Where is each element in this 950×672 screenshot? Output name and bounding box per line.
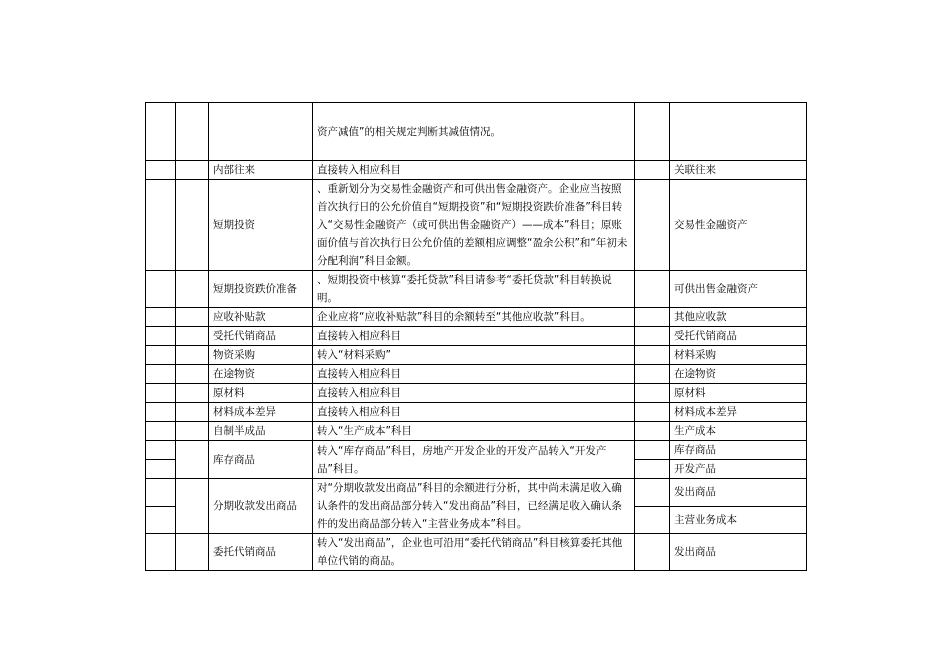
conversion-description: 、短期投资中核算“委托贷款”科目请参考“委托贷款”科目转换说明。 xyxy=(313,271,635,308)
blank-cell xyxy=(146,460,176,479)
blank-cell xyxy=(146,422,176,441)
table-row xyxy=(146,534,807,571)
blank-cell xyxy=(146,441,176,460)
blank-cell xyxy=(635,346,670,365)
table-row xyxy=(146,403,807,422)
conversion-description: 直接转入相应科目 xyxy=(313,161,635,180)
target-account: 发出商品 xyxy=(670,534,807,571)
blank-cell xyxy=(635,271,670,308)
blank-cell xyxy=(146,327,176,346)
target-account: 受托代销商品 xyxy=(670,327,807,346)
blank-cell xyxy=(635,161,670,180)
table-row xyxy=(146,346,807,365)
blank-cell xyxy=(635,479,670,507)
conversion-description: 、重新划分为交易性金融资产和可供出售金融资产。企业应当按照首次执行日的公允价值自“短期投资”和“短期投资跌价准备”科目转入“交易性金融资产（或可供出售金融资产）——成本”科目；原账面价值与首次执行日公允价值的差额相应调整“盈余公积”和“年初未分配利润”科目金额。 xyxy=(313,180,635,271)
blank-cell xyxy=(635,460,670,479)
blank-cell xyxy=(146,308,176,327)
blank-cell xyxy=(176,327,209,346)
blank-cell xyxy=(635,365,670,384)
account-name: 受托代销商品 xyxy=(209,327,313,346)
account-name: 在途物资 xyxy=(209,365,313,384)
blank-cell xyxy=(635,180,670,271)
blank-cell xyxy=(146,506,176,534)
blank-cell xyxy=(146,346,176,365)
conversion-description: 资产减值”的相关规定判断其减值情况。 xyxy=(313,103,635,161)
conversion-description: 转入“生产成本”科目 xyxy=(313,422,635,441)
blank-cell xyxy=(635,422,670,441)
target-account: 生产成本 xyxy=(670,422,807,441)
conversion-description: 转入“材料采购” xyxy=(313,346,635,365)
table-row xyxy=(146,422,807,441)
blank-cell xyxy=(176,422,209,441)
conversion-description: 企业应将“应收补贴款”科目的余额转至“其他应收款”科目。 xyxy=(313,308,635,327)
conversion-description: 转入“库存商品”科目，房地产开发企业的开发产品转入“开发产品”科目。 xyxy=(313,441,635,479)
blank-cell xyxy=(176,365,209,384)
blank-cell xyxy=(635,534,670,571)
account-name: 短期投资跌价准备 xyxy=(209,271,313,308)
blank-cell xyxy=(146,534,176,571)
account-name: 内部往来 xyxy=(209,161,313,180)
blank-cell xyxy=(176,161,209,180)
table-row xyxy=(146,441,807,460)
conversion-description: 直接转入相应科目 xyxy=(313,403,635,422)
table-row xyxy=(146,479,807,507)
target-account: 可供出售金融资产 xyxy=(670,271,807,308)
target-account: 其他应收款 xyxy=(670,308,807,327)
target-account: 关联往来 xyxy=(670,161,807,180)
table-row xyxy=(146,103,807,161)
conversion-description: 转入“发出商品”，企业也可沿用“委托代销商品”科目核算委托其他单位代销的商品。 xyxy=(313,534,635,571)
blank-cell xyxy=(176,346,209,365)
blank-cell xyxy=(635,403,670,422)
table-row xyxy=(146,308,807,327)
blank-cell xyxy=(146,365,176,384)
conversion-description: 直接转入相应科目 xyxy=(313,384,635,403)
blank-cell xyxy=(176,180,209,271)
blank-cell xyxy=(635,384,670,403)
blank-cell xyxy=(635,103,670,161)
target-account: 材料采购 xyxy=(670,346,807,365)
target-account: 在途物资 xyxy=(670,365,807,384)
blank-cell xyxy=(176,479,209,534)
target-account: 库存商品 xyxy=(670,441,807,460)
account-conversion-table xyxy=(145,102,807,571)
conversion-description: 对“分期收款发出商品”科目的余额进行分析，其中尚未满足收入确认条件的发出商品部分转入“发出商品”科目，已经满足收入确认条件的发出商品部分转入“主营业务成本”科目。 xyxy=(313,479,635,534)
target-account: 交易性金融资产 xyxy=(670,180,807,271)
account-name: 材料成本差异 xyxy=(209,403,313,422)
blank-cell xyxy=(176,384,209,403)
target-account: 材料成本差异 xyxy=(670,403,807,422)
account-name: 库存商品 xyxy=(209,441,313,479)
account-name: 委托代销商品 xyxy=(209,534,313,571)
blank-cell xyxy=(176,103,209,161)
blank-cell xyxy=(176,271,209,308)
blank-cell xyxy=(146,180,176,271)
table-row xyxy=(146,327,807,346)
target-account: 开发产品 xyxy=(670,460,807,479)
blank-cell xyxy=(146,384,176,403)
blank-cell xyxy=(635,308,670,327)
blank-cell xyxy=(635,506,670,534)
table-row xyxy=(146,384,807,403)
blank-cell xyxy=(176,441,209,479)
blank-cell xyxy=(146,103,176,161)
blank-cell xyxy=(176,308,209,327)
conversion-description: 直接转入相应科目 xyxy=(313,327,635,346)
target-account xyxy=(670,103,807,161)
blank-cell xyxy=(146,271,176,308)
target-account: 发出商品 xyxy=(670,479,807,507)
account-name xyxy=(209,103,313,161)
table-row xyxy=(146,271,807,308)
blank-cell xyxy=(146,161,176,180)
account-name: 短期投资 xyxy=(209,180,313,271)
table-row xyxy=(146,161,807,180)
blank-cell xyxy=(635,327,670,346)
target-account: 主营业务成本 xyxy=(670,506,807,534)
blank-cell xyxy=(176,534,209,571)
blank-cell xyxy=(176,403,209,422)
account-name: 分期收款发出商品 xyxy=(209,479,313,534)
blank-cell xyxy=(146,479,176,507)
conversion-description: 直接转入相应科目 xyxy=(313,365,635,384)
blank-cell xyxy=(146,403,176,422)
account-name: 应收补贴款 xyxy=(209,308,313,327)
table-row xyxy=(146,365,807,384)
table-row xyxy=(146,180,807,271)
target-account: 原材料 xyxy=(670,384,807,403)
account-name: 原材料 xyxy=(209,384,313,403)
account-name: 物资采购 xyxy=(209,346,313,365)
blank-cell xyxy=(635,441,670,460)
account-name: 自制半成品 xyxy=(209,422,313,441)
